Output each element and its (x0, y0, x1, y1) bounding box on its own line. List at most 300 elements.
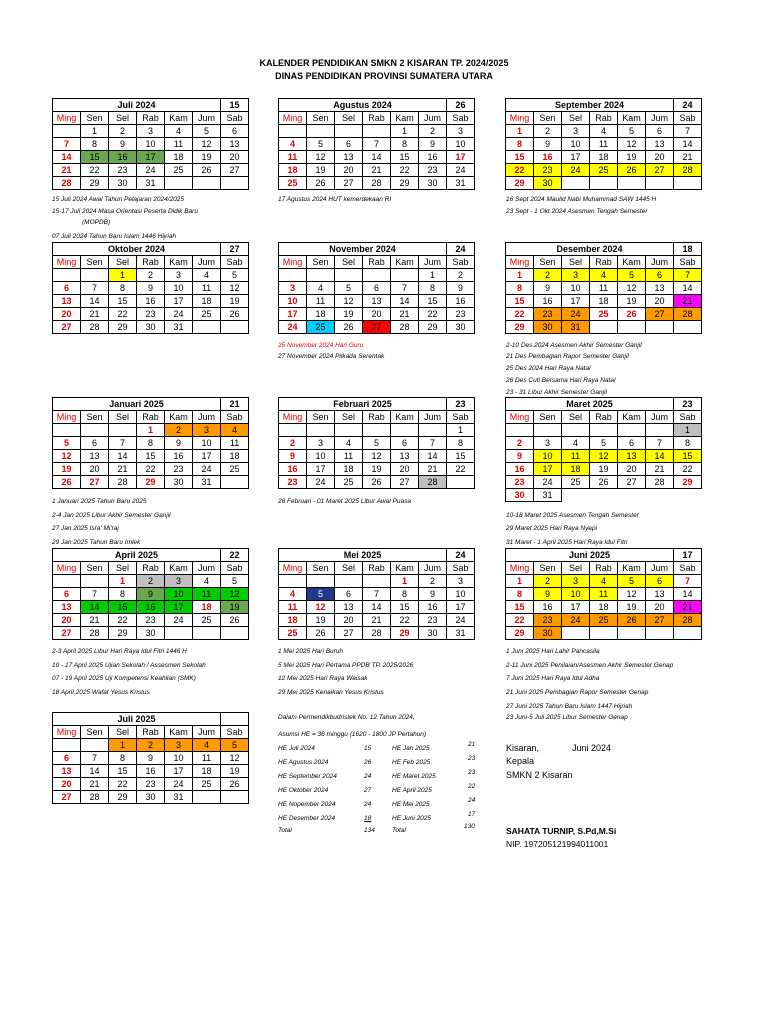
calendar-day: 29 (506, 321, 534, 334)
effective-days-count: 21 (221, 398, 249, 411)
calendar-day: 29 (137, 476, 165, 489)
calendar-day (109, 424, 137, 437)
calendar-day: 2 (419, 125, 447, 138)
calendar-day: 9 (534, 588, 562, 601)
calendar-day: 1 (109, 575, 137, 588)
calendar-day: 15 (81, 151, 109, 164)
calendar-day: 2 (419, 575, 447, 588)
calendar-day: 30 (137, 321, 165, 334)
calendar-day: 18 (165, 151, 193, 164)
day-name: Kam (165, 411, 193, 424)
calendar-day: 9 (137, 588, 165, 601)
calendar-day: 7 (391, 282, 419, 295)
calendar-day: 19 (335, 308, 363, 321)
calendar-day: 12 (618, 282, 646, 295)
calendar-day: 28 (391, 321, 419, 334)
document-title: KALENDER PENDIDIKAN SMKN 2 KISARAN TP. 2024/2025 (259, 58, 509, 68)
calendar-day (307, 125, 335, 138)
day-name: Jum (646, 256, 674, 269)
calendar-day: 24 (165, 308, 193, 321)
calendar-day: 22 (506, 614, 534, 627)
calendar-day: 19 (221, 601, 249, 614)
calendar-day: 14 (81, 765, 109, 778)
calendar-day: 18 (279, 614, 307, 627)
month-title: Juli 2024 (53, 99, 221, 112)
calendar-day: 20 (335, 614, 363, 627)
calendar-day: 27 (335, 177, 363, 190)
calendar-day: 3 (562, 269, 590, 282)
month-title: November 2024 (279, 243, 447, 256)
calendar-day: 2 (137, 575, 165, 588)
calendar-day: 29 (506, 627, 534, 640)
calendar-day: 17 (165, 601, 193, 614)
calendar-11 (505, 548, 702, 640)
day-name: Jum (646, 411, 674, 424)
calendar-day: 3 (137, 125, 165, 138)
calendar-day: 19 (193, 151, 221, 164)
calendar-day: 15 (391, 151, 419, 164)
calendar-day (618, 177, 646, 190)
calendar-1 (278, 98, 475, 190)
he-cell: 24 (468, 797, 476, 804)
calendar-day: 27 (391, 476, 419, 489)
calendar-day: 13 (53, 295, 81, 308)
calendar-day: 25 (590, 308, 618, 321)
note-dec24-3: 25 Des 2024 Hari Raya Natal (506, 365, 591, 372)
calendar-day: 8 (109, 752, 137, 765)
note-jul24-3: (MOPDB) (82, 219, 111, 226)
he-total-2: 130 (464, 823, 475, 830)
calendar-day: 22 (391, 614, 419, 627)
day-name: Sab (447, 411, 475, 424)
calendar-day: 3 (165, 269, 193, 282)
calendar-day: 8 (109, 282, 137, 295)
day-name: Ming (279, 256, 307, 269)
calendar-day: 9 (109, 138, 137, 151)
day-name: Ming (506, 562, 534, 575)
calendar-day: 8 (109, 588, 137, 601)
note-jun25-4: 21 Juni 2025 Pembagian Rapor Semester Genap (506, 689, 649, 696)
calendar-day: 20 (221, 151, 249, 164)
calendar-day (81, 739, 109, 752)
calendar-day: 9 (419, 588, 447, 601)
calendar-day: 9 (137, 752, 165, 765)
sig-role: Kepala (506, 756, 535, 766)
day-name: Jum (193, 411, 221, 424)
calendar-day: 13 (53, 601, 81, 614)
note-dec24-2: 21 Des Pembagian Rapor Semester Ganjil (506, 353, 629, 360)
day-name: Ming (506, 256, 534, 269)
calendar-day: 19 (53, 463, 81, 476)
day-name: Sel (109, 411, 137, 424)
calendar-day (562, 627, 590, 640)
day-name: Rab (590, 411, 618, 424)
he-cell: 23 (468, 755, 476, 762)
he-cell: HE Jan 2025 (392, 745, 430, 752)
month-title: Juni 2025 (506, 549, 674, 562)
note-jan25-2: 2-4 Jan 2025 Libur Akhir Semester Ganjil (52, 512, 171, 519)
calendar-day: 6 (618, 437, 646, 450)
month-title: Januari 2025 (53, 398, 221, 411)
calendar-day: 28 (81, 321, 109, 334)
calendar-day: 13 (363, 295, 391, 308)
note-may25-3: 12 Mei 2025 Hari Raya Waisak (278, 675, 368, 682)
effective-days-count: 27 (221, 243, 249, 256)
calendar-day: 7 (363, 588, 391, 601)
day-name: Sel (109, 562, 137, 575)
calendar-day: 21 (363, 164, 391, 177)
calendar-day: 9 (279, 450, 307, 463)
calendar-day (165, 627, 193, 640)
calendar-day: 22 (109, 614, 137, 627)
calendar-day: 4 (335, 437, 363, 450)
calendar-day: 29 (391, 177, 419, 190)
day-name: Kam (618, 562, 646, 575)
calendar-day: 13 (618, 450, 646, 463)
calendar-day: 22 (81, 164, 109, 177)
calendar-day: 3 (447, 125, 475, 138)
calendar-day: 27 (221, 164, 249, 177)
calendar-day: 1 (109, 269, 137, 282)
note-mar25-3: 31 Maret - 1 April 2025 Hari Raya Idul Fitri (506, 539, 628, 546)
calendar-day: 21 (81, 308, 109, 321)
calendar-day: 21 (53, 164, 81, 177)
calendar-day: 2 (279, 437, 307, 450)
calendar-day: 12 (618, 138, 646, 151)
note-jun25-3: 7 Juni 2025 Hari Raya Idul Adha (506, 675, 600, 682)
calendar-day: 19 (363, 463, 391, 476)
calendar-day: 18 (307, 308, 335, 321)
calendar-day: 30 (419, 177, 447, 190)
calendar-day: 14 (646, 450, 674, 463)
calendar-day: 15 (391, 601, 419, 614)
calendar-day: 11 (279, 601, 307, 614)
calendar-day (221, 321, 249, 334)
month-title: Desember 2024 (506, 243, 674, 256)
calendar-day: 10 (447, 138, 475, 151)
day-name: Ming (506, 411, 534, 424)
he-total-1: 134 (364, 827, 375, 834)
calendar-day: 23 (109, 164, 137, 177)
calendar-day (193, 791, 221, 804)
note-dec24-5: 23 - 31 Libur Akhir Semester Ganjil (506, 389, 607, 396)
calendar-day: 28 (674, 614, 702, 627)
calendar-day: 26 (618, 308, 646, 321)
calendar-day: 29 (506, 177, 534, 190)
calendar-day: 21 (646, 463, 674, 476)
note-jun25-2: 2-11 Juni 2025 Penilaian/Asesmen Akhir Semester Genap (506, 662, 674, 669)
calendar-day: 31 (165, 321, 193, 334)
calendar-day: 25 (165, 164, 193, 177)
calendar-day: 22 (109, 308, 137, 321)
calendar-day: 1 (506, 269, 534, 282)
calendar-day: 7 (53, 138, 81, 151)
calendar-day: 25 (335, 476, 363, 489)
day-name: Sen (534, 256, 562, 269)
calendar-day (221, 476, 249, 489)
calendar-day: 17 (307, 463, 335, 476)
calendar-day: 6 (363, 282, 391, 295)
calendar-day: 19 (307, 164, 335, 177)
calendar-day: 23 (534, 308, 562, 321)
day-name: Sel (335, 562, 363, 575)
calendar-day: 2 (534, 125, 562, 138)
calendar-day: 20 (53, 614, 81, 627)
calendar-day: 26 (53, 476, 81, 489)
calendar-day: 30 (534, 177, 562, 190)
calendar-day: 7 (419, 437, 447, 450)
calendar-day: 2 (137, 739, 165, 752)
calendar-day: 11 (193, 752, 221, 765)
day-name: Sab (674, 256, 702, 269)
calendar-day (447, 476, 475, 489)
calendar-day: 27 (646, 308, 674, 321)
day-name: Sen (534, 112, 562, 125)
calendar-day: 10 (562, 588, 590, 601)
calendar-day: 25 (279, 627, 307, 640)
calendar-day: 14 (674, 588, 702, 601)
day-name: Kam (165, 112, 193, 125)
calendar-day: 28 (81, 791, 109, 804)
calendar-day: 15 (506, 601, 534, 614)
calendar-day: 23 (165, 463, 193, 476)
calendar-day: 7 (81, 752, 109, 765)
note-dec24-1: 2-10 Des 2024 Asesmen Akhir Semester Ganjil (506, 342, 642, 349)
calendar-day: 24 (562, 164, 590, 177)
calendar-day: 23 (506, 476, 534, 489)
calendar-day: 19 (618, 151, 646, 164)
calendar-day: 24 (562, 308, 590, 321)
calendar-day: 31 (447, 627, 475, 640)
calendar-day (279, 269, 307, 282)
calendar-2 (505, 98, 702, 190)
calendar-day: 17 (279, 308, 307, 321)
he-cell: HE Oktober 2024 (278, 787, 329, 794)
calendar-day: 27 (646, 614, 674, 627)
calendar-day: 28 (53, 177, 81, 190)
calendar-day: 23 (137, 614, 165, 627)
calendar-day: 11 (165, 138, 193, 151)
calendar-day: 29 (81, 177, 109, 190)
calendar-day: 22 (391, 164, 419, 177)
calendar-day: 4 (221, 424, 249, 437)
calendar-8 (505, 397, 702, 502)
calendar-day: 23 (534, 614, 562, 627)
day-name: Sen (307, 562, 335, 575)
calendar-day: 30 (165, 476, 193, 489)
calendar-day: 30 (534, 321, 562, 334)
calendar-day (193, 177, 221, 190)
calendar-day: 10 (165, 588, 193, 601)
effective-days-count: 15 (221, 99, 249, 112)
calendar-day: 3 (562, 125, 590, 138)
calendar-day (363, 575, 391, 588)
calendar-day (81, 424, 109, 437)
calendar-day: 27 (81, 476, 109, 489)
calendar-day: 1 (81, 125, 109, 138)
calendar-day: 20 (363, 308, 391, 321)
calendar-day: 11 (279, 151, 307, 164)
calendar-day: 11 (193, 282, 221, 295)
calendar-day (534, 424, 562, 437)
day-name: Jum (646, 562, 674, 575)
calendar-day: 5 (221, 269, 249, 282)
he-cell: HE Juli 2024 (278, 745, 315, 752)
calendar-day (193, 627, 221, 640)
day-name: Sab (447, 562, 475, 575)
calendar-day: 5 (307, 588, 335, 601)
calendar-day: 14 (674, 138, 702, 151)
calendar-day: 12 (590, 450, 618, 463)
note-jan25-3: 27 Jan 2025 Isra' Mi'raj (52, 525, 119, 532)
day-name: Rab (137, 256, 165, 269)
calendar-day: 5 (221, 739, 249, 752)
day-name: Jum (646, 112, 674, 125)
calendar-day: 16 (109, 151, 137, 164)
calendar-day: 11 (221, 437, 249, 450)
calendar-day: 8 (506, 282, 534, 295)
calendar-day: 7 (674, 575, 702, 588)
calendar-day: 18 (279, 164, 307, 177)
calendar-day: 6 (335, 138, 363, 151)
calendar-day: 6 (335, 588, 363, 601)
calendar-day: 27 (53, 791, 81, 804)
calendar-day (193, 321, 221, 334)
day-name: Jum (419, 411, 447, 424)
calendar-day: 24 (165, 778, 193, 791)
calendar-day: 27 (618, 476, 646, 489)
calendar-day: 26 (193, 164, 221, 177)
day-name: Sen (81, 112, 109, 125)
calendar-day: 8 (674, 437, 702, 450)
document-subtitle: DINAS PENDIDIKAN PROVINSI SUMATERA UTARA (275, 71, 493, 81)
calendar-day: 17 (447, 151, 475, 164)
calendar-day (391, 269, 419, 282)
calendar-day: 26 (221, 308, 249, 321)
calendar-day: 9 (506, 450, 534, 463)
calendar-day: 8 (81, 138, 109, 151)
calendar-day: 11 (590, 588, 618, 601)
note-may25-2: 5 Mei 2025 Hari Pertama PPDB TP. 2025/2026 (278, 662, 414, 669)
calendar-day (307, 269, 335, 282)
calendar-day (335, 575, 363, 588)
calendar-day: 14 (363, 601, 391, 614)
calendar-day: 22 (674, 463, 702, 476)
calendar-day: 20 (391, 463, 419, 476)
day-name: Jum (419, 256, 447, 269)
calendar-day: 1 (447, 424, 475, 437)
calendar-day: 29 (109, 627, 137, 640)
calendar-day (674, 627, 702, 640)
he-cell: 24 (364, 801, 372, 808)
calendar-day (307, 424, 335, 437)
day-name: Rab (363, 562, 391, 575)
calendar-day (53, 269, 81, 282)
calendar-day: 2 (137, 269, 165, 282)
calendar-day: 17 (137, 151, 165, 164)
calendar-day: 19 (221, 295, 249, 308)
calendar-day: 3 (534, 437, 562, 450)
day-name: Rab (363, 256, 391, 269)
calendar-day: 11 (193, 588, 221, 601)
calendar-day: 15 (447, 450, 475, 463)
calendar-day: 31 (165, 791, 193, 804)
calendar-9 (52, 548, 249, 640)
calendar-day: 21 (674, 601, 702, 614)
month-title: Februari 2025 (279, 398, 447, 411)
calendar-day: 21 (391, 308, 419, 321)
calendar-day: 13 (335, 601, 363, 614)
he-cell: HE Nopember 2024 (278, 801, 336, 808)
sig-nip: NIP. 197205121994011001 (506, 839, 609, 849)
calendar-day: 28 (363, 627, 391, 640)
calendar-day: 13 (335, 151, 363, 164)
calendar-day: 15 (506, 295, 534, 308)
calendar-day: 19 (618, 295, 646, 308)
calendar-day: 8 (447, 437, 475, 450)
day-name: Kam (618, 256, 646, 269)
calendar-day: 30 (137, 791, 165, 804)
day-name: Sen (534, 411, 562, 424)
he-cell: 24 (364, 773, 372, 780)
calendar-day: 10 (562, 282, 590, 295)
calendar-day (53, 424, 81, 437)
calendar-day: 16 (165, 450, 193, 463)
calendar-day: 27 (53, 321, 81, 334)
calendar-day: 23 (447, 308, 475, 321)
day-name: Sen (81, 726, 109, 739)
day-name: Kam (165, 256, 193, 269)
day-name: Ming (506, 112, 534, 125)
he-cell: HE Agustus 2024 (278, 759, 329, 766)
calendar-day: 22 (506, 308, 534, 321)
calendar-day (618, 627, 646, 640)
day-name: Jum (419, 562, 447, 575)
calendar-day: 19 (307, 614, 335, 627)
calendar-day: 10 (137, 138, 165, 151)
note-jan25-1: 1 Januari 2025 Tahun Baru 2025 (52, 498, 147, 505)
he-total-label-2: Total (392, 827, 406, 834)
day-name: Sab (221, 256, 249, 269)
calendar-day: 15 (109, 601, 137, 614)
calendar-day: 23 (534, 164, 562, 177)
calendar-day: 5 (53, 437, 81, 450)
day-name: Sab (447, 112, 475, 125)
day-name: Sel (109, 256, 137, 269)
calendar-day: 29 (391, 627, 419, 640)
calendar-day: 8 (419, 282, 447, 295)
day-name: Sab (674, 112, 702, 125)
calendar-day: 24 (447, 164, 475, 177)
calendar-day: 16 (534, 295, 562, 308)
effective-days-count: 24 (447, 243, 475, 256)
calendar-6 (52, 397, 249, 489)
calendar-day: 15 (137, 450, 165, 463)
day-name: Ming (53, 726, 81, 739)
calendar-day (618, 489, 646, 502)
calendar-day: 6 (391, 437, 419, 450)
calendar-day: 9 (165, 437, 193, 450)
day-name: Sen (307, 411, 335, 424)
calendar-day: 5 (193, 125, 221, 138)
month-title: Maret 2025 (506, 398, 674, 411)
day-name: Sel (562, 562, 590, 575)
calendar-day: 24 (193, 463, 221, 476)
calendar-day: 21 (674, 295, 702, 308)
month-title: Agustus 2024 (279, 99, 447, 112)
note-aug24-1: 17 Agustus 2024 HUT kemerdekaan RI (278, 196, 392, 203)
day-name: Kam (618, 112, 646, 125)
